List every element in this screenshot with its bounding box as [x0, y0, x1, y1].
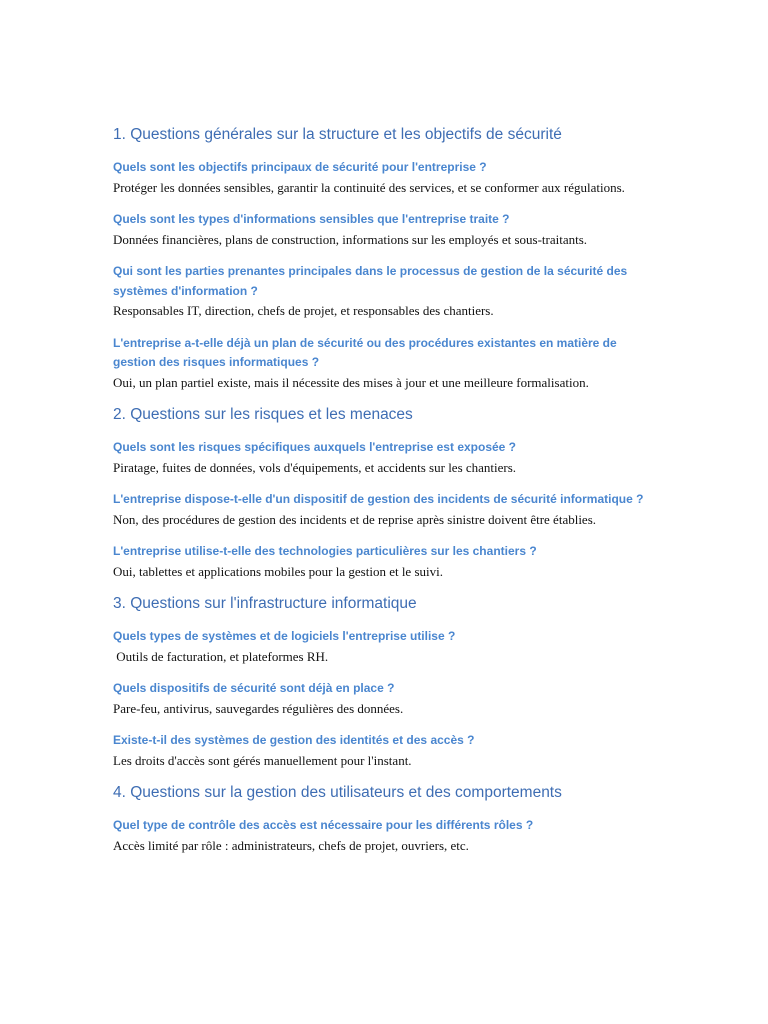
section-3	[113, 593, 658, 770]
answer: Pare-feu, antivirus, sauvegardes régulières des données.	[113, 700, 404, 716]
question: Quels sont les types d'informations sensibles que l'entreprise traite ?	[113, 212, 510, 226]
qa-item	[113, 490, 658, 529]
question: Quels types de systèmes et de logiciels l'entreprise utilise ?	[113, 629, 456, 643]
qa-item	[113, 542, 658, 581]
answer: Piratage, fuites de données, vols d'équipements, et accidents sur les chantiers.	[113, 459, 517, 475]
qa-item	[113, 262, 658, 321]
section-heading: 3. Questions sur l'infrastructure informatique	[113, 595, 417, 612]
answer: Données financières, plans de construction, informations sur les employés et sous-traitants.	[113, 231, 588, 247]
section-2	[113, 404, 658, 581]
document-page	[113, 124, 658, 855]
answer: Les droits d'accès sont gérés manuellement pour l'instant.	[113, 752, 412, 768]
section-4	[113, 782, 658, 855]
qa-item	[113, 627, 658, 666]
answer: Non, des procédures de gestion des incidents et de reprise après sinistre doivent être établies.	[113, 511, 597, 527]
qa-item	[113, 438, 658, 477]
question: Existe-t-il des systèmes de gestion des identités et des accès ?	[113, 733, 475, 747]
qa-item	[113, 334, 658, 393]
question: L'entreprise utilise-t-elle des technologies particulières sur les chantiers ?	[113, 544, 537, 558]
answer: Protéger les données sensibles, garantir la continuité des services, et se conformer aux régulations.	[113, 179, 625, 195]
question: Quels dispositifs de sécurité sont déjà en place ?	[113, 681, 395, 695]
answer: Oui, un plan partiel existe, mais il nécessite des mises à jour et une meilleure formalisation.	[113, 374, 589, 390]
question: L'entreprise a-t-elle déjà un plan de sécurité ou des procédures existantes en matière de gestion des risques informatiques ?	[113, 335, 617, 369]
answer: Responsables IT, direction, chefs de projet, et responsables des chantiers.	[113, 303, 494, 318]
qa-item	[113, 210, 658, 249]
question: Quels sont les risques spécifiques auxquels l'entreprise est exposée ?	[113, 440, 517, 454]
answer: Accès limité par rôle : administrateurs, chefs de projet, ouvriers, etc.	[113, 837, 469, 853]
question: Qui sont les parties prenantes principales dans le processus de gestion de la sécurité des systèmes d'information ?	[113, 264, 628, 298]
qa-item	[113, 731, 658, 770]
section-heading: 1. Questions générales sur la structure et les objectifs de sécurité	[113, 126, 562, 143]
qa-item	[113, 679, 658, 718]
question: Quels sont les objectifs principaux de sécurité pour l'entreprise ?	[113, 160, 487, 174]
qa-item	[113, 816, 658, 855]
section-heading: 4. Questions sur la gestion des utilisateurs et des comportements	[113, 784, 562, 801]
section-1	[113, 124, 658, 392]
answer: Outils de facturation, et plateformes RH.	[113, 648, 329, 664]
qa-item	[113, 158, 658, 197]
question: L'entreprise dispose-t-elle d'un dispositif de gestion des incidents de sécurité informatique ?	[113, 492, 644, 506]
question: Quel type de contrôle des accès est nécessaire pour les différents rôles ?	[113, 818, 534, 832]
section-heading: 2. Questions sur les risques et les menaces	[113, 406, 413, 423]
answer: Oui, tablettes et applications mobiles pour la gestion et le suivi.	[113, 563, 443, 579]
